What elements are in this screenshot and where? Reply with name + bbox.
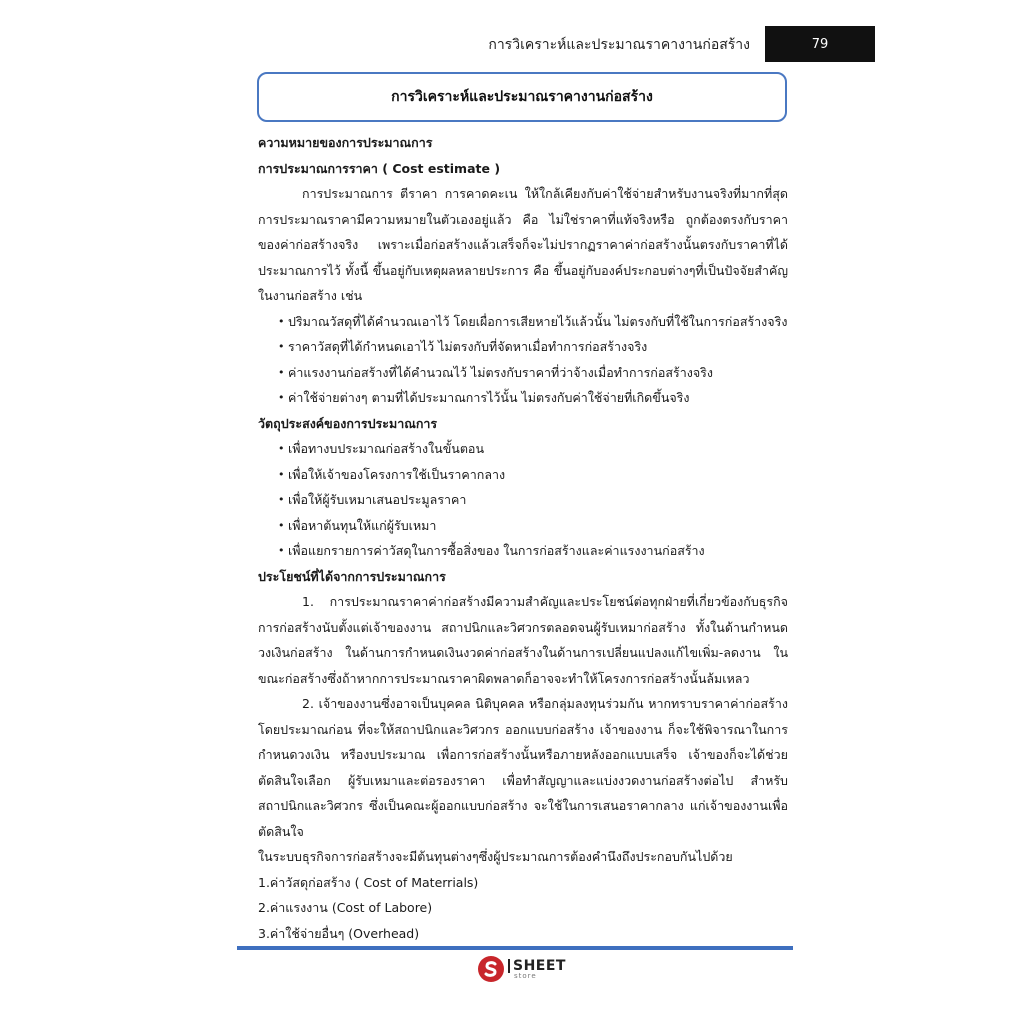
paragraph-benefit-2: 2. เจ้าของงานซึ่งอาจเป็นบุคคล นิติบุคคล หรือกลุ่มลงทุนร่วมกัน หากทราบราคาค่าก่อสร้างโดยประมาณก่อน ที่จะให้สถาปนิกและวิศวกร ออกแบบก่อสร้าง เจ้าของงาน ก็จะใช้พิจารณาในการกำหนดวงเงิน หรืองบประมาณ เพื่อการก่อสร้างนั้นหรือภายหลังออกแบบเสร็จ เจ้าของก็จะได้ช่วยตัดสินใจเลือก ผู้รับเหมาและต่อรองราคา เพื่อทำสัญญาและแบ่งงวดงานก่อสร้างต่อไป สำหรับสถาปนิกและวิศวกร ซึ่งเป็นคณะผู้ออกแบบก่อสร้าง จะใช้ในการเสนอราคากลาง แก่เจ้าของงานเพื่อตัดสินใจ (258, 696, 788, 839)
cost-item: 2.ค่าแรงงาน (Cost of Labore) (258, 900, 433, 915)
list-item: • เพื่อให้เจ้าของโครงการใช้เป็นราคากลาง (258, 462, 788, 488)
logo-wordmark (508, 959, 566, 980)
chapter-title-box (257, 72, 787, 122)
cost-item: 3.ค่าใช้จ่ายอื่นๆ (Overhead) (258, 925, 420, 941)
cost-item: 1.ค่าวัสดุก่อสร้าง ( Cost of Materrials) (258, 874, 479, 890)
list-item: • เพื่อทางบประมาณก่อสร้างในขั้นตอน (258, 436, 788, 462)
header-title: การวิเคราะห์และประมาณราคางานก่อสร้าง (488, 37, 750, 53)
page-number: 79 (811, 36, 829, 52)
footer-bar (237, 946, 793, 950)
logo-text: SHEET (508, 959, 566, 973)
sheet-logo-icon (478, 956, 504, 982)
section-subheading-cost-estimate: การประมาณการราคา ( Cost estimate ) (258, 160, 501, 176)
document-content (258, 130, 788, 946)
section-heading-benefits: ประโยชน์ที่ได้จากการประมาณการ (258, 568, 446, 584)
bullet-list-objectives (258, 436, 788, 564)
list-item: • เพื่อแยกรายการค่าวัสดุในการซื้อสิ่งของ ในการก่อสร้างและค่าแรงงานก่อสร้าง (258, 538, 788, 564)
paragraph-definition: การประมาณการ ตีราคา การคาดคะเน ให้ใกล้เคียงกับค่าใช้จ่ายสำหรับงานจริงที่มากที่สุด การประมาณราคามีความหมายในตัวเองอยู่แล้ว คือ ไม่ใช่ราคาที่แท้จริงหรือ ถูกต้องตรงกับราคาของค่าก่อสร้างจริง เพราะเมื่อก่อสร้างแล้วเสร็จก็จะไม่ปรากฏราคาค่าก่อสร้างนั้นตรงกับราคาที่ได้ประมาณการไว้ ทั้งนี้ ขึ้นอยู่กับเหตุผลหลายประการ คือ ขึ้นอยู่กับองค์ประกอบต่างๆที่เป็นปัจจัยสำคัญในงานก่อสร้าง เช่น (258, 186, 788, 303)
footer-logo (478, 956, 566, 982)
list-item: • เพื่อหาต้นทุนให้แก่ผู้รับเหมา (258, 513, 788, 539)
section-heading-objectives: วัตถุประสงค์ของการประมาณการ (258, 415, 438, 431)
list-item: • ค่าใช้จ่ายต่างๆ ตามที่ได้ประมาณการไว้นั้น ไม่ตรงกับค่าใช้จ่ายที่เกิดขึ้นจริง (258, 385, 788, 411)
section-heading-meaning: ความหมายของการประมาณการ (258, 135, 433, 150)
paragraph-benefit-1: 1. การประมาณราคาค่าก่อสร้างมีความสำคัญและประโยชน์ต่อทุกฝ่ายที่เกี่ยวข้องกับธุรกิจการก่อสร้างนับตั้งแต่เจ้าของงาน สถาปนิกและวิศวกรตลอดจนผู้รับเหมาก่อสร้าง ทั้งในด้านกำหนดวงเงินก่อสร้าง ในด้านการกำหนดเงินงวดค่าก่อสร้างในด้านการเปลี่ยนแปลงแก้ไขเพิ่ม-ลดงาน ในขณะก่อสร้างซึ่งถ้าหากการประมาณราคาผิดพลาดก็อาจจะทำให้โครงการก่อสร้างนั้นล้มเหลว (258, 594, 788, 686)
chapter-title: การวิเคราะห์และประมาณราคางานก่อสร้าง (391, 89, 653, 105)
list-item: • เพื่อให้ผู้รับเหมาเสนอประมูลราคา (258, 487, 788, 513)
list-item: • ค่าแรงงานก่อสร้างที่ได้คำนวณไว้ ไม่ตรงกับราคาที่ว่าจ้างเมื่อทำการก่อสร้างจริง (258, 360, 788, 386)
page-number-box (765, 26, 875, 62)
bullet-list-factors (258, 309, 788, 411)
list-item: • ปริมาณวัสดุที่ได้คำนวณเอาไว้ โดยเผื่อการเสียหายไว้แล้วนั้น ไม่ตรงกับที่ใช้ในการก่อสร้างจริง (258, 309, 788, 335)
paragraph-costs-intro: ในระบบธุรกิจการก่อสร้างจะมีต้นทุนต่างๆซึ่งผู้ประมาณการต้องคำนึงถึงประกอบกันไปด้วย (258, 849, 733, 864)
list-item: • ราคาวัสดุที่ได้กำหนดเอาไว้ ไม่ตรงกับที่จัดหาเมื่อทำการก่อสร้างจริง (258, 334, 788, 360)
logo-subtext: store (514, 971, 537, 980)
